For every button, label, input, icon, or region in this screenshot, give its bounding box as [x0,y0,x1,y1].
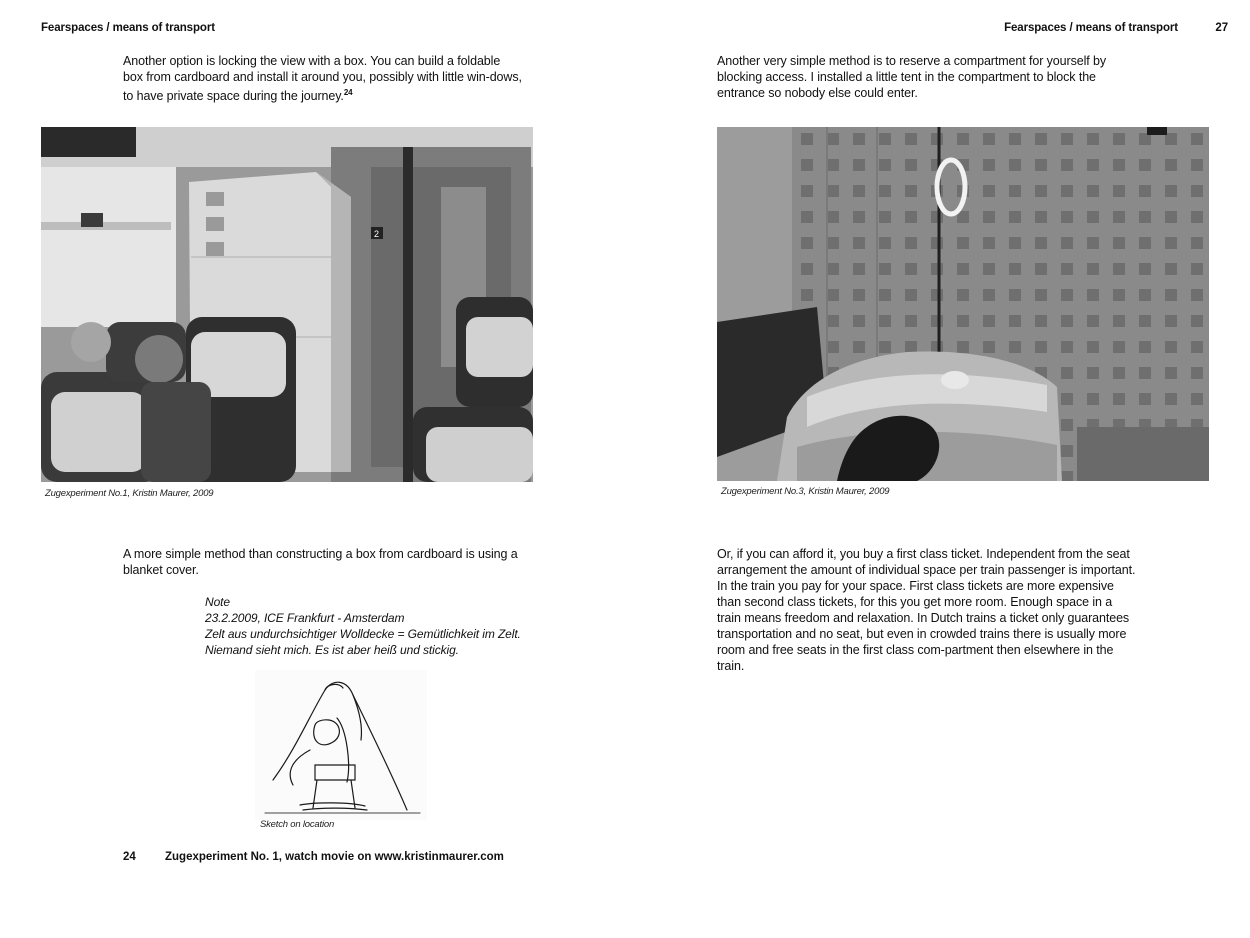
left-photo-caption: Zugexperiment No.1, Kristin Maurer, 2009 [45,488,214,499]
left-paragraph-2: A more simple method than constructing a box from cardboard is using a blanket cover. [123,547,518,577]
note-text: Zelt aus undurchsichtiger Wolldecke = Gemütlichkeit im Zelt. Niemand sieht mich. Es ist aber heiß und stickig. [205,627,521,657]
note-title: Note [205,595,230,609]
right-page-number: 27 [1215,22,1228,34]
note-date: 23.2.2009, ICE Frankfurt - Amsterdam [205,611,405,625]
photo-train-cardboard-box [41,127,533,482]
left-page-number: 24 [123,851,136,863]
sketch-caption: Sketch on location [260,819,335,830]
left-paragraph-1 [123,53,523,104]
sketch-tent-drawing [255,670,427,820]
right-paragraph-1: Another very simple method is to reserve a compartment for yourself by blocking access. I installed a little tent in the compartment to block the entrance so nobody else could enter. [717,54,1106,100]
right-photo-caption: Zugexperiment No.3, Kristin Maurer, 2009 [721,486,890,497]
left-footnote: Zugexperiment No. 1, watch movie on www.kristinmaurer.com [165,851,504,863]
right-running-header: Fearspaces / means of transport [1004,22,1178,34]
left-running-header: Fearspaces / means of transport [41,22,215,34]
travel-note [205,594,525,658]
photo-sign-number: 2 [374,229,380,239]
photo-train-compartment-tent [717,127,1209,481]
footnote-marker: 24 [343,88,353,97]
left-paragraph-1-text: Another option is locking the view with a box. You can build a foldable box from cardboard and install it around you, possibly with little win-dows, to have private space during the journey. [123,54,522,104]
right-paragraph-2: Or, if you can afford it, you buy a first class ticket. Independent from the seat arrangement the amount of individual space per train passenger is important. In the train you pay for your space. First class tickets are more expensive than second class tickets, for this you get more room. Enough space in a train means freedom and relaxation. In Dutch trains a ticket only guarantees transportation and no seat, but even in crowded trains there is usually more room and free seats in the first class com-partment then elsewhere in the train. [717,547,1136,673]
